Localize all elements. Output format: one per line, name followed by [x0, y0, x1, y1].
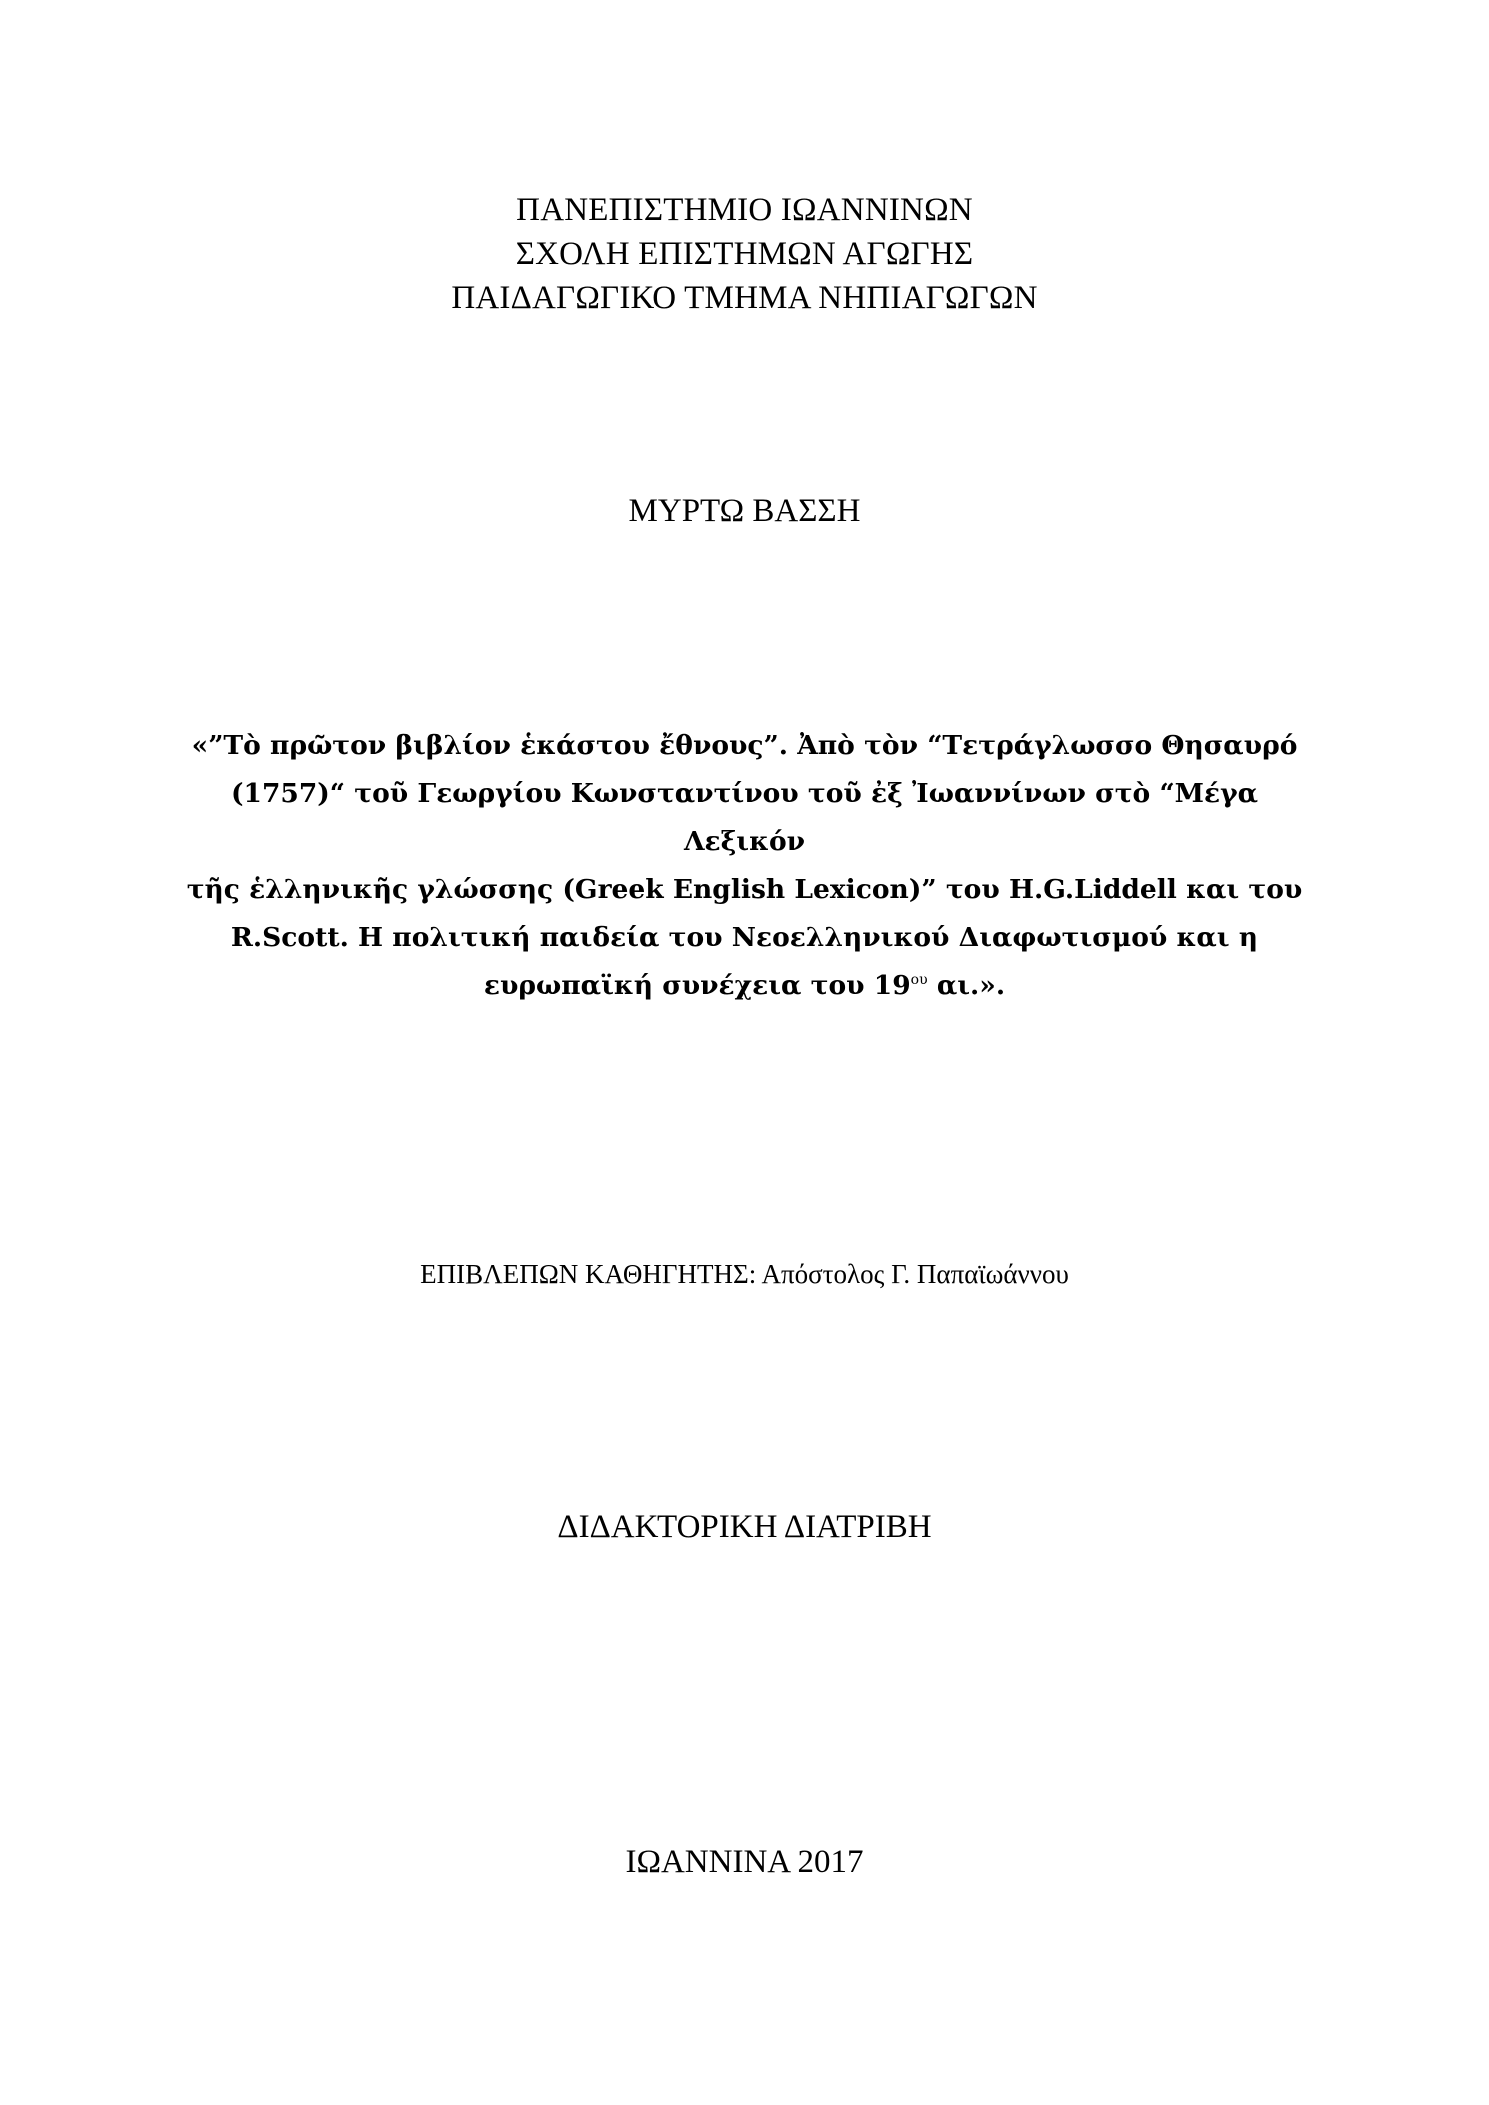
university-name: ΠΑΝΕΠΙΣΤΗΜΙΟ ΙΩΑΝΝΙΝΩΝ: [516, 192, 973, 228]
place-year: ΙΩΑΝΝΙΝΑ 2017: [625, 1844, 864, 1880]
thesis-title-line: «”Τὸ πρῶτον βιβλίον ἑκάστου ἔθνους”. Ἀπὸ τὸν “Τετράγλωσσο Θησαυρό: [191, 730, 1298, 761]
thesis-title-line: τῆς ἑλληνικῆς γλώσσης (Greek English Lexicon)” του H.G.Liddell και του: [186, 874, 1303, 905]
supervisor-label: ΕΠΙΒΛΕΠΩΝ ΚΑΘΗΓΗΤΗΣ:: [420, 1259, 757, 1289]
thesis-type: ΔΙΔΑΚΤΟΡΙΚΗ ΔΙΑΤΡΙΒΗ: [557, 1509, 932, 1545]
school-name: ΣΧΟΛΗ ΕΠΙΣΤΗΜΩΝ ΑΓΩΓΗΣ: [515, 236, 974, 272]
ordinal-superscript: ου: [910, 972, 928, 989]
department-name: ΠΑΙΔΑΓΩΓΙΚΟ ΤΜΗΜΑ ΝΗΠΙΑΓΩΓΩΝ: [451, 280, 1038, 316]
thesis-title-line: [184, 962, 1305, 1010]
thesis-title-text: αι.».: [927, 970, 1006, 1001]
supervisor-line: [0, 1256, 1489, 1292]
thesis-title-line: R.Scott. Η πολιτική παιδεία του Νεοελληνικού Διαφωτισμού και η: [230, 922, 1259, 953]
institution-block: [0, 188, 1489, 320]
supervisor-name: Απόστολος Γ. Παπαϊωάννου: [756, 1259, 1069, 1289]
author-name: ΜΥΡΤΩ ΒΑΣΣΗ: [628, 493, 861, 529]
thesis-title: [184, 722, 1305, 1010]
thesis-title-line: (1757)“ τοῦ Γεωργίου Κωνσταντίνου τοῦ ἐξ Ἰωαννίνων στὸ “Μέγα Λεξικόν: [230, 778, 1259, 857]
thesis-title-text: ευρωπαϊκή συνέχεια του 19: [483, 970, 911, 1001]
